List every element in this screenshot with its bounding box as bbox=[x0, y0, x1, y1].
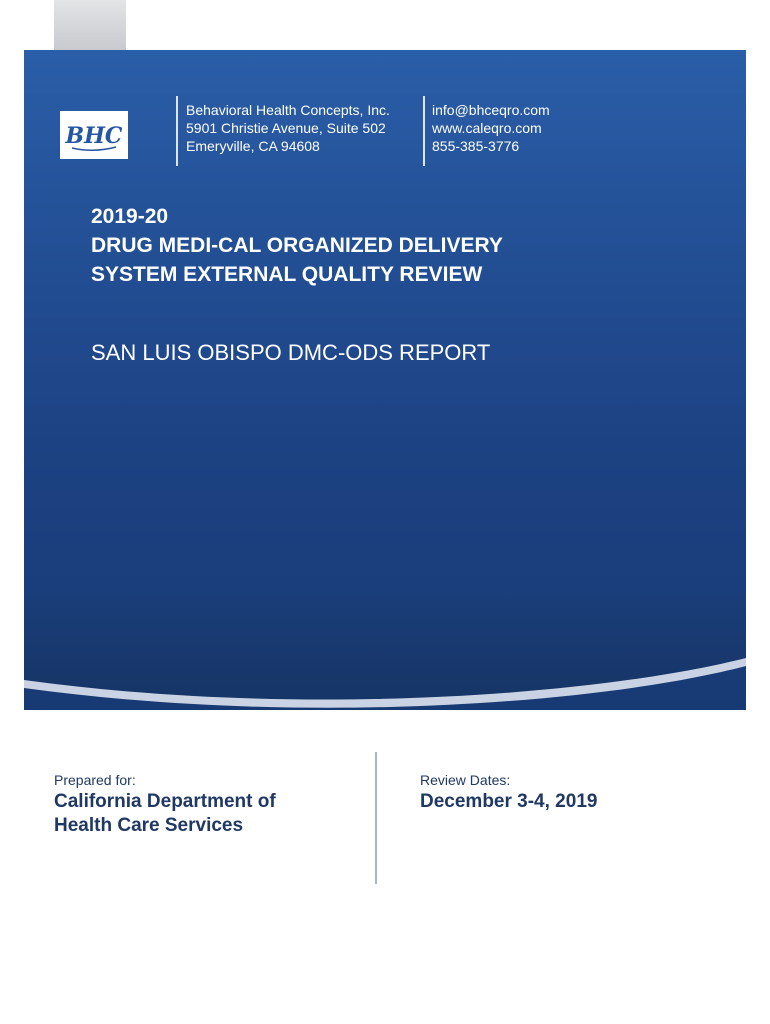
banner-wave-edge bbox=[0, 600, 770, 740]
review-dates-label: Review Dates: bbox=[420, 772, 511, 788]
report-year: 2019-20 bbox=[91, 205, 169, 228]
review-dates-value: December 3-4, 2019 bbox=[420, 791, 598, 812]
website-link[interactable]: www.caleqro.com bbox=[432, 120, 542, 136]
report-title bbox=[91, 202, 503, 289]
email-link[interactable]: info@bhceqro.com bbox=[432, 102, 550, 118]
org-address bbox=[186, 101, 390, 155]
address-line-2: 5901 Christie Avenue, Suite 502 bbox=[186, 120, 386, 136]
contact-divider-left bbox=[176, 96, 178, 166]
phone-number: 855-385-3776 bbox=[432, 138, 520, 154]
footer-divider bbox=[375, 752, 377, 884]
bhc-logo bbox=[60, 111, 128, 159]
contact-divider-right bbox=[423, 96, 425, 166]
prepared-for-label: Prepared for: bbox=[54, 772, 136, 788]
prepared-for-agency bbox=[54, 790, 276, 838]
agency-line-2: Health Care Services bbox=[54, 815, 244, 836]
report-title-line-1: DRUG MEDI-CAL ORGANIZED DELIVERY bbox=[91, 234, 503, 257]
report-subtitle: SAN LUIS OBISPO DMC-ODS REPORT bbox=[91, 340, 491, 365]
org-web-contact bbox=[432, 101, 550, 155]
report-title-line-2: SYSTEM EXTERNAL QUALITY REVIEW bbox=[91, 263, 483, 286]
address-line-3: Emeryville, CA 94608 bbox=[186, 138, 320, 154]
agency-line-1: California Department of bbox=[54, 791, 276, 812]
address-line-1: Behavioral Health Concepts, Inc. bbox=[186, 102, 390, 118]
svg-text:BHC: BHC bbox=[65, 123, 123, 149]
